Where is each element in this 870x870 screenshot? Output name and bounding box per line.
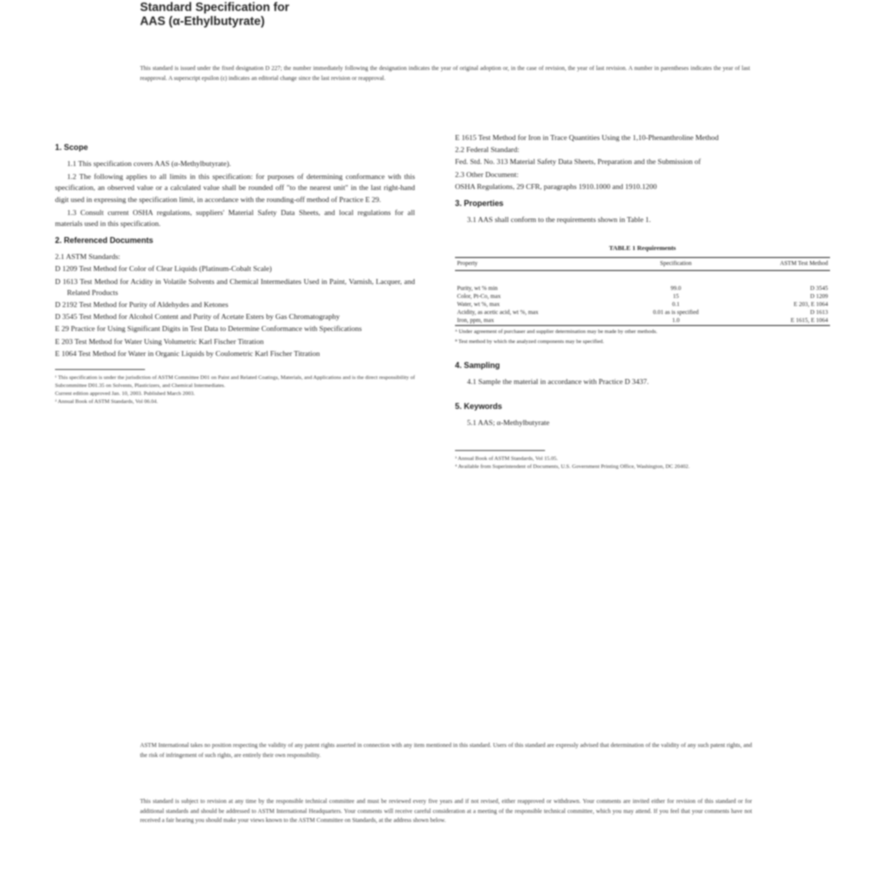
table-cell: Purity, wt % min bbox=[457, 285, 498, 292]
footnote: ² Annual Book of ASTM Standards, Vol 06.04. bbox=[55, 399, 158, 406]
footnote: Current edition approved Jan. 10, 2003. Published March 2003. bbox=[55, 391, 195, 398]
table-header-row bbox=[455, 258, 830, 271]
section-1-3: 1.3 Consult current OSHA regulations, suppliers' Material Safety Data Sheets, and local regulations for all materials used in this specification. bbox=[55, 207, 415, 229]
table-cell: Acidity, as acetic acid, wt %, max bbox=[457, 309, 539, 316]
reference-item: Fed. Std. No. 313 Material Safety Data Sheets, Preparation and the Submission of bbox=[455, 157, 701, 167]
reference-item: 2.1 ASTM Standards: bbox=[55, 252, 121, 262]
section-5-1: 5.1 AAS; α-Methylbutyrate bbox=[467, 418, 550, 428]
table-note: ᴬ Under agreement of purchaser and supplier determination may be made by other methods. bbox=[455, 328, 658, 335]
section-4-heading: 4. Sampling bbox=[455, 360, 500, 370]
footnote: ⁴ Available from Superintendent of Documents, U.S. Government Printing Office, Washington, DC 20402. bbox=[455, 464, 690, 471]
table-cell: E 1615, E 1064 bbox=[726, 317, 830, 326]
table-caption: TABLE 1 Requirements bbox=[609, 245, 676, 253]
table-header: Specification bbox=[626, 258, 725, 271]
right-column bbox=[455, 132, 830, 471]
table-cell: E 203, E 1064 bbox=[793, 301, 828, 308]
footnote: ³ Annual Book of ASTM Standards, Vol 15.05. bbox=[455, 456, 558, 463]
table-cell: 0.1 bbox=[672, 301, 680, 308]
patent-notice: ASTM International takes no position respecting the validity of any patent rights asserted in connection with any item mentioned in this standard. Users of this standard are expressly advised that determination of the validity of any such patent rights, and the risk of infringement of such rights, are entirely their own responsibility. bbox=[140, 743, 752, 759]
section-1-2: 1.2 The following applies to all limits in this specification: for purposes of determining conformance with this specification, an observed value or a calculated value shall be rounded off "to the nearest unit" in the last right-hand digit used in expressing the specification limit, in accordance with the rounding-off method of Practice E 29. bbox=[55, 172, 415, 204]
table-row bbox=[455, 293, 830, 301]
section-3-heading: 3. Properties bbox=[455, 199, 504, 209]
table-cell: Water, wt %, max bbox=[457, 301, 500, 308]
reference-item: D 3545 Test Method for Alcohol Content and Purity of Acetate Esters by Gas Chromatography bbox=[55, 312, 340, 322]
table-cell: D 3545 bbox=[810, 285, 828, 292]
intro-paragraph: This standard is issued under the fixed designation D 227; the number immediately following the designation indicates the year of original adoption or, in the case of revision, the year of last revision. A number in parentheses indicates the year of last reapproval. A superscript epsilon (ε) indicates an editorial change since the last revision or reapproval. bbox=[140, 66, 750, 82]
footnote: ¹ This specification is under the jurisdiction of ASTM Committee D01 on Paint and Related Coatings, Materials, and Applications and is the direct responsibility of Subcommittee D01.35 on Solvents, Plasticizers, and Chemical Intermediates. bbox=[55, 375, 415, 390]
table-cell: Color, Pt-Co, max bbox=[457, 293, 501, 300]
footnote-divider bbox=[55, 369, 145, 370]
reference-item: D 2192 Test Method for Purity of Aldehydes and Ketones bbox=[55, 300, 229, 310]
reference-item: 2.2 Federal Standard: bbox=[455, 145, 520, 155]
section-5-heading: 5. Keywords bbox=[455, 402, 503, 412]
table-cell: 1.0 bbox=[626, 317, 725, 326]
title-line-1: Standard Specification for bbox=[140, 0, 290, 14]
table-cell: Iron, ppm, max bbox=[455, 317, 626, 326]
revision-notice: This standard is subject to revision at any time by the responsible technical committee and must be reviewed every five years and if not revised, either reapproved or withdrawn. Your comments are invited either for revision of this standard or for additional standards and should be addressed to ASTM International Headquarters. Your comments will receive careful consideration at a meeting of the responsible technical committee, which you may attend. If you feel that your comments have not received a fair hearing you should make your views known to the ASTM Committee on Standards, at the address shown below. bbox=[140, 799, 752, 824]
table-row bbox=[455, 301, 830, 309]
title-line-2: AAS (α-Ethylbutyrate) bbox=[140, 14, 265, 28]
requirements-table bbox=[455, 257, 830, 326]
section-2-heading: 2. Referenced Documents bbox=[55, 236, 154, 246]
table-header: ASTM Test Method bbox=[726, 258, 830, 271]
document-title bbox=[140, 0, 289, 28]
left-column bbox=[55, 136, 415, 406]
table-cell: D 1209 bbox=[810, 293, 828, 300]
table-header: Property bbox=[455, 258, 626, 271]
reference-item: E 1064 Test Method for Water in Organic Liquids by Coulometric Karl Fischer Titration bbox=[55, 348, 320, 358]
reference-item: D 1613 Test Method for Acidity in Volatile Solvents and Chemical Intermediates Used in Paint, Varnish, Lacquer, and Related Products bbox=[55, 276, 415, 297]
reference-item: 2.3 Other Document: bbox=[455, 169, 519, 179]
table-cell: 0.01 as is specified bbox=[652, 309, 699, 316]
table-cell: D 1613 bbox=[810, 309, 828, 316]
section-1-heading: 1. Scope bbox=[55, 143, 88, 152]
reference-item: D 1209 Test Method for Color of Clear Liquids (Platinum-Cobalt Scale) bbox=[55, 264, 272, 274]
reference-item: E 203 Test Method for Water Using Volumetric Karl Fischer Titration bbox=[55, 336, 264, 346]
reference-item: E 1615 Test Method for Iron in Trace Quantities Using the 1,10-Phenanthroline Method bbox=[455, 133, 719, 142]
table-note: ᴮ Test method by which the analyzed components may be specified. bbox=[455, 338, 605, 345]
section-3-1: 3.1 AAS shall conform to the requirements shown in Table 1. bbox=[467, 215, 651, 225]
table-row bbox=[455, 317, 830, 326]
section-1-1: 1.1 This specification covers AAS (α-Methylbutyrate). bbox=[67, 159, 231, 168]
reference-item: E 29 Practice for Using Significant Digits in Test Data to Determine Conformance with Specifications bbox=[55, 324, 362, 334]
reference-item: OSHA Regulations, 29 CFR, paragraphs 1910.1000 and 1910.1200 bbox=[455, 181, 657, 191]
table-row bbox=[455, 285, 830, 293]
table-row bbox=[455, 271, 830, 285]
footnote-divider bbox=[455, 450, 545, 451]
table-cell: 99.0 bbox=[670, 285, 682, 292]
section-4-1: 4.1 Sample the material in accordance with Practice D 3437. bbox=[467, 376, 649, 386]
table-cell: 15 bbox=[672, 293, 679, 300]
table-row bbox=[455, 309, 830, 317]
